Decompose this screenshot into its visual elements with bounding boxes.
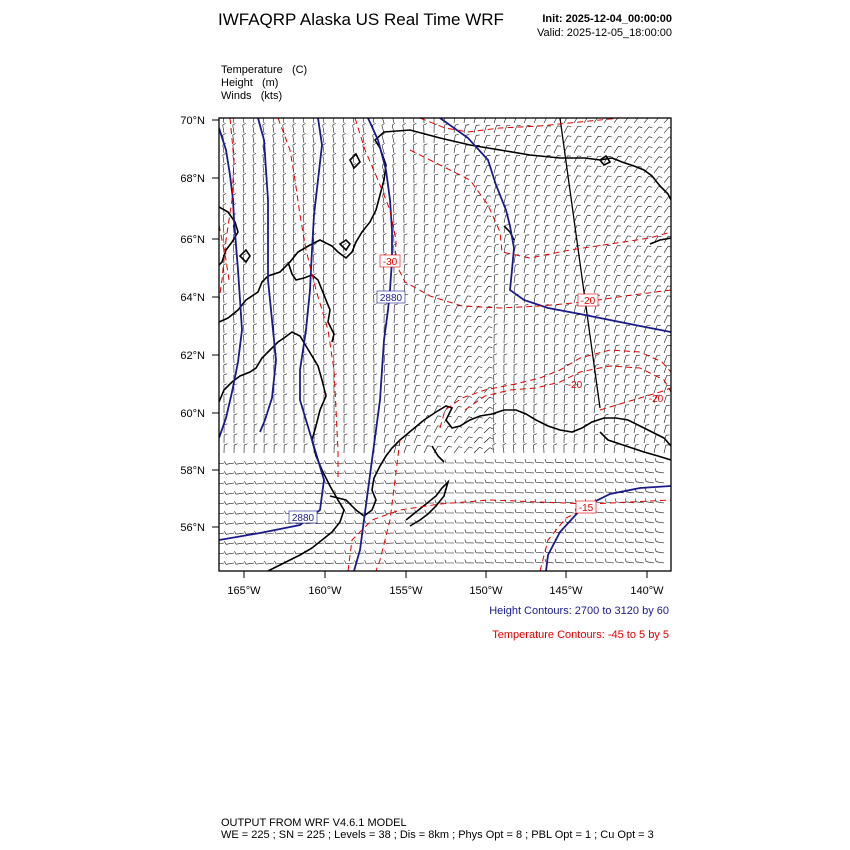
lat-label: 62°N (180, 350, 205, 362)
map-title: IWFAQRP Alaska US Real Time WRF (218, 10, 504, 29)
lon-label: 145°W (549, 585, 583, 597)
temperature-label: -15 (578, 503, 594, 514)
model-config: WE = 225 ; SN = 225 ; Levels = 38 ; Dis = 8km ; Phys Opt = 8 ; PBL Opt = 1 ; Cu Opt = 3 (221, 829, 654, 841)
temperature-contour-labels (380, 255, 664, 514)
lon-axis (244, 571, 647, 578)
lat-axis (212, 120, 219, 527)
height-contour-legend: Height Contours: 2700 to 3120 by 60 (489, 605, 669, 617)
temperature-label: -20 (648, 394, 664, 405)
temperature-label: -20 (580, 296, 596, 307)
height-label: 2880 (291, 513, 315, 524)
variable-height: Height (m) (221, 77, 279, 89)
lat-label: 70°N (180, 115, 205, 127)
variable-winds: Winds (kts) (221, 90, 283, 102)
height-label: 2880 (379, 293, 403, 304)
init-time: Init: 2025-12-04_00:00:00 (542, 13, 672, 25)
lat-label: 66°N (180, 234, 205, 246)
lon-label: 160°W (308, 585, 342, 597)
model-info: OUTPUT FROM WRF V4.6.1 MODEL (221, 817, 407, 829)
temperature-label: -30 (382, 257, 398, 268)
temperature-contour-legend: Temperature Contours: -45 to 5 by 5 (492, 629, 669, 641)
lat-label: 58°N (180, 465, 205, 477)
variable-temperature: Temperature (C) (221, 64, 308, 76)
lon-label: 155°W (389, 585, 423, 597)
lat-label: 56°N (180, 522, 205, 534)
temperature-label: -20 (567, 380, 583, 391)
lon-label: 150°W (469, 585, 503, 597)
lon-label: 165°W (227, 585, 261, 597)
lat-label: 64°N (180, 292, 205, 304)
lat-label: 60°N (180, 408, 205, 420)
valid-time: Valid: 2025-12-05_18:00:00 (537, 27, 672, 39)
lon-label: 140°W (630, 585, 664, 597)
lat-label: 68°N (180, 173, 205, 185)
